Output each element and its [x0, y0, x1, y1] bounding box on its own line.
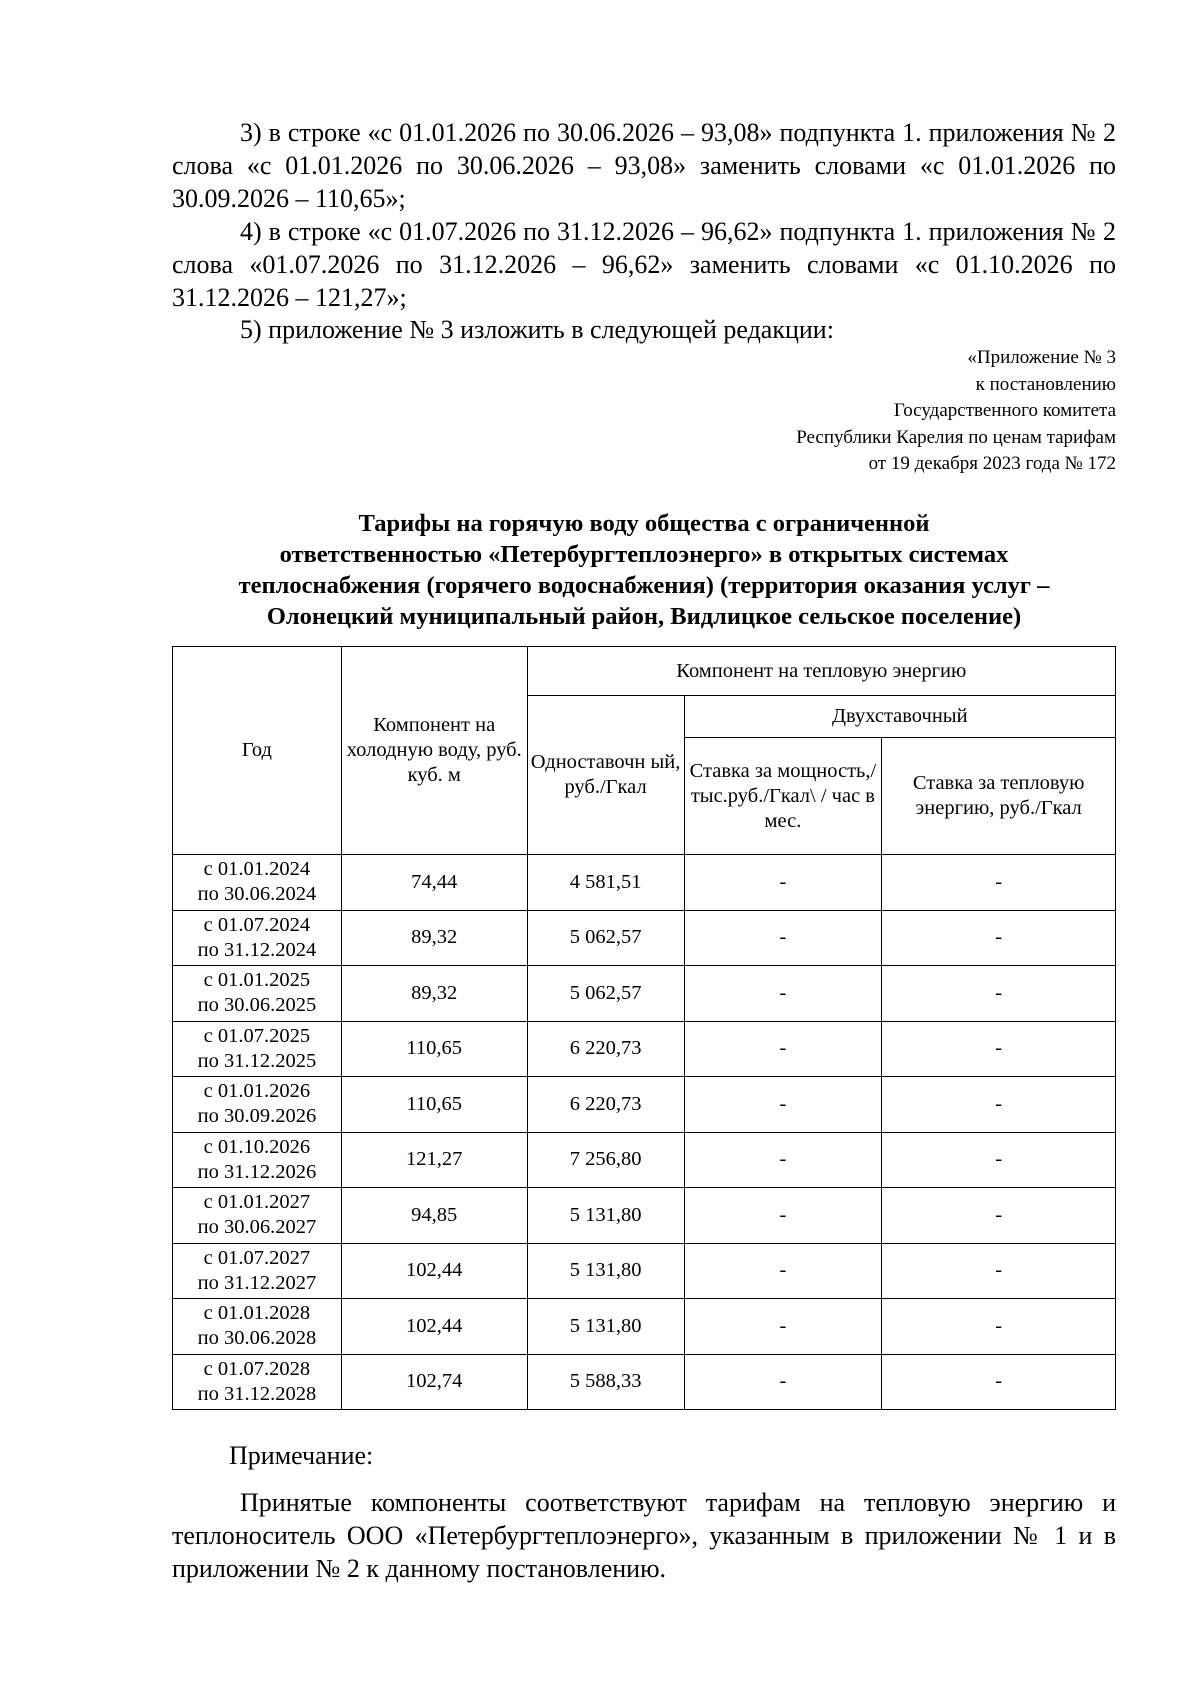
title-line: теплоснабжения (горячего водоснабжения) (территория оказания услуг – [238, 572, 1050, 599]
cell-single-rate: 5 062,57 [527, 966, 684, 1022]
header-cold-water: Компонент на холодную воду, руб. куб. м [341, 647, 527, 855]
cell-period [173, 1299, 342, 1355]
period-from: с 01.01.2027 [203, 1191, 311, 1214]
cell-period [173, 966, 342, 1022]
cell-period [173, 1021, 342, 1077]
period-from: с 01.01.2025 [203, 969, 311, 992]
appendix-reference [796, 345, 1116, 478]
title-line: Олонецкий муниципальный район, Видлицкое сельское поселение) [266, 603, 1022, 630]
header-single-rate: Одноставочн ый, руб./Гкал [527, 696, 684, 855]
table-row [173, 1077, 1116, 1133]
period-from: с 01.07.2025 [203, 1024, 311, 1047]
table-row [173, 1299, 1116, 1355]
cell-single-rate: 5 131,80 [527, 1243, 684, 1299]
cell-cold-water: 121,27 [341, 1132, 527, 1188]
cell-cold-water: 89,32 [341, 910, 527, 966]
table-row [173, 966, 1116, 1022]
header-capacity-rate: Ставка за мощность,/ тыс.руб./Гкал\ / час в мес. [684, 738, 882, 855]
table-row [173, 855, 1116, 911]
period-to: по 30.06.2024 [197, 883, 317, 906]
cell-single-rate: 7 256,80 [527, 1132, 684, 1188]
cell-energy-rate: - [882, 1021, 1116, 1077]
cell-period [173, 1077, 342, 1133]
period-to: по 31.12.2028 [197, 1382, 317, 1405]
table-row [173, 910, 1116, 966]
table-row [173, 1243, 1116, 1299]
period-to: по 31.12.2027 [197, 1271, 317, 1294]
cell-capacity-rate: - [684, 1188, 882, 1244]
period-to: по 30.06.2028 [197, 1327, 317, 1350]
tariff-table-body [173, 855, 1116, 1410]
tariff-table [172, 646, 1116, 1410]
header-heat-energy: Компонент на тепловую энергию [527, 647, 1115, 696]
cell-single-rate: 6 220,73 [527, 1021, 684, 1077]
cell-capacity-rate: - [684, 1299, 882, 1355]
period-to: по 31.12.2026 [197, 1160, 317, 1183]
cell-energy-rate: - [882, 1188, 1116, 1244]
period-to: по 30.09.2026 [197, 1105, 317, 1128]
table-row [173, 1021, 1116, 1077]
note-heading: Примечание: [229, 1441, 374, 1470]
period-to: по 31.12.2024 [197, 938, 317, 961]
header-two-rate: Двухставочный [684, 696, 1115, 738]
cell-energy-rate: - [882, 1132, 1116, 1188]
cell-period [173, 1132, 342, 1188]
cell-cold-water: 74,44 [341, 855, 527, 911]
header-year: Год [173, 647, 342, 855]
paragraph-item-5: 5) приложение № 3 изложить в следующей редакции: [240, 315, 834, 344]
cell-period [173, 855, 342, 911]
cell-capacity-rate: - [684, 910, 882, 966]
cell-energy-rate: - [882, 1299, 1116, 1355]
cell-capacity-rate: - [684, 1077, 882, 1133]
cell-energy-rate: - [882, 1077, 1116, 1133]
appendix-line: к постановлению [975, 373, 1116, 395]
cell-energy-rate: - [882, 1354, 1116, 1410]
table-row [173, 1132, 1116, 1188]
cell-energy-rate: - [882, 966, 1116, 1022]
cell-single-rate: 5 062,57 [527, 910, 684, 966]
cell-single-rate: 5 131,80 [527, 1299, 684, 1355]
cell-capacity-rate: - [684, 1021, 882, 1077]
period-from: с 01.01.2026 [203, 1080, 311, 1103]
header-energy-rate: Ставка за тепловую энергию, руб./Гкал [882, 738, 1116, 855]
cell-cold-water: 110,65 [341, 1077, 527, 1133]
period-from: с 01.01.2024 [203, 858, 311, 881]
cell-cold-water: 94,85 [341, 1188, 527, 1244]
period-from: с 01.10.2026 [203, 1135, 311, 1158]
cell-capacity-rate: - [684, 1354, 882, 1410]
cell-cold-water: 102,44 [341, 1299, 527, 1355]
cell-capacity-rate: - [684, 1243, 882, 1299]
table-row [173, 1188, 1116, 1244]
appendix-line: от 19 декабря 2023 года № 172 [868, 453, 1116, 474]
cell-single-rate: 4 581,51 [527, 855, 684, 911]
cell-cold-water: 110,65 [341, 1021, 527, 1077]
table-row [173, 1354, 1116, 1410]
cell-energy-rate: - [882, 910, 1116, 966]
period-from: с 01.07.2027 [203, 1246, 311, 1269]
appendix-line: Республики Карелия по ценам тарифам [796, 426, 1116, 448]
paragraph-item-3: 3) в строке «с 01.01.2026 по 30.06.2026 – 93,08» подпункта 1. приложения № 2 слова «с 01.01.2026 по 30.06.2026 – 93,08» заменить словами «с 01.01.2026 по 30.09.2026 – 110,65»; [172, 118, 1116, 213]
appendix-line: Государственного комитета [893, 400, 1116, 421]
cell-period [173, 1243, 342, 1299]
cell-energy-rate: - [882, 1243, 1116, 1299]
table-title [172, 508, 1116, 632]
cell-single-rate: 5 131,80 [527, 1188, 684, 1244]
cell-period [173, 1354, 342, 1410]
period-to: по 30.06.2025 [197, 994, 317, 1017]
cell-cold-water: 102,74 [341, 1354, 527, 1410]
period-from: с 01.07.2024 [203, 913, 311, 936]
cell-single-rate: 6 220,73 [527, 1077, 684, 1133]
cell-single-rate: 5 588,33 [527, 1354, 684, 1410]
cell-cold-water: 89,32 [341, 966, 527, 1022]
period-to: по 30.06.2027 [197, 1216, 317, 1239]
cell-capacity-rate: - [684, 855, 882, 911]
period-from: с 01.01.2028 [203, 1302, 311, 1325]
appendix-line: «Приложение № 3 [967, 347, 1116, 368]
period-from: с 01.07.2028 [203, 1357, 311, 1380]
paragraph-item-4: 4) в строке «с 01.07.2026 по 31.12.2026 – 96,62» подпункта 1. приложения № 2 слова «01.07.2026 по 31.12.2026 – 96,62» заменить словами «с 01.10.2026 по 31.12.2026 – 121,27»; [172, 217, 1116, 312]
note-text: Принятые компоненты соответствуют тарифам на тепловую энергию и теплоноситель ООО «Петербургтеплоэнерго», указанным в приложении № 1 и в приложении № 2 к данному постановлению. [172, 1488, 1116, 1583]
period-to: по 31.12.2025 [197, 1049, 317, 1072]
cell-capacity-rate: - [684, 1132, 882, 1188]
cell-period [173, 910, 342, 966]
title-line: ответственностью «Петербургтеплоэнерго» в открытых системах [279, 541, 1009, 568]
title-line: Тарифы на горячую воду общества с ограниченной [358, 510, 930, 537]
cell-capacity-rate: - [684, 966, 882, 1022]
cell-period [173, 1188, 342, 1244]
cell-cold-water: 102,44 [341, 1243, 527, 1299]
cell-energy-rate: - [882, 855, 1116, 911]
